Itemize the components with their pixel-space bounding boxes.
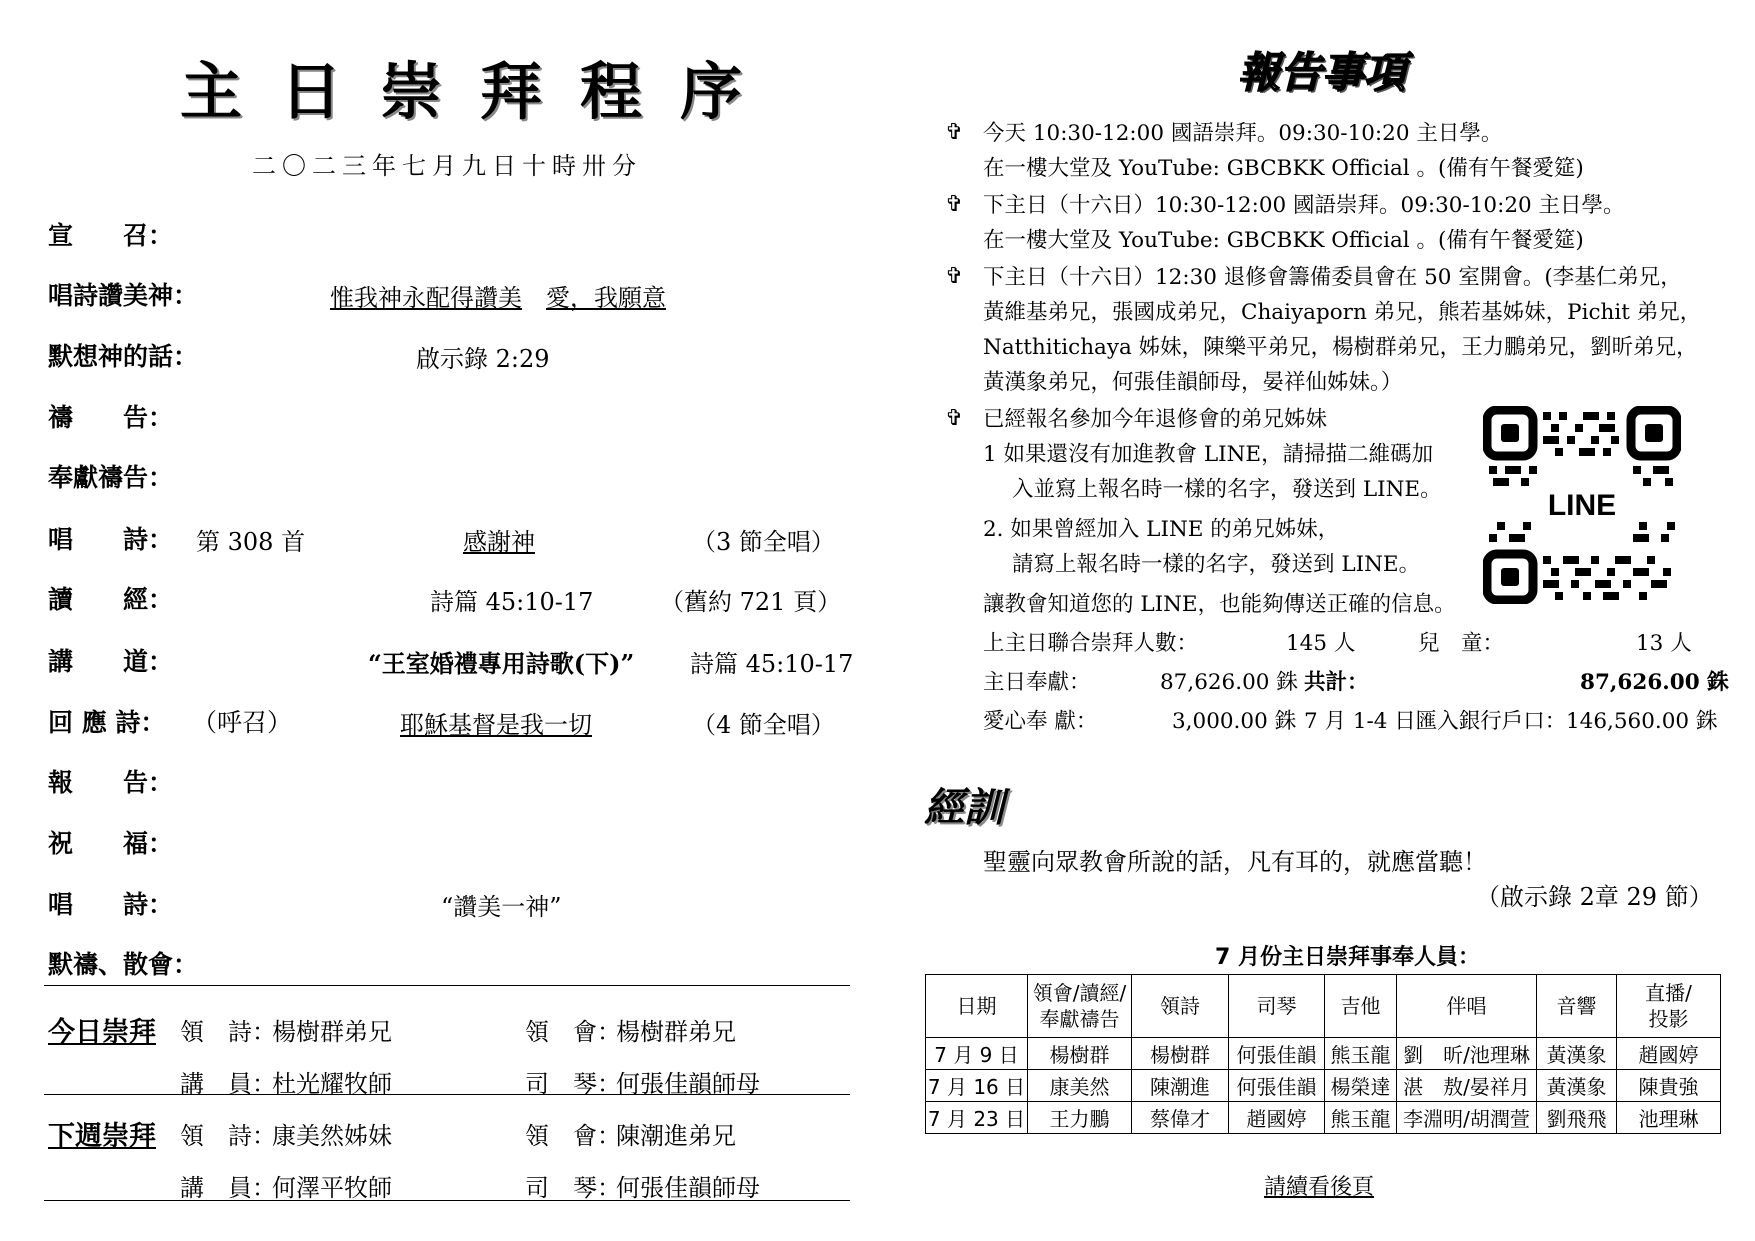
- announcements-title: 報告事項: [1238, 48, 1407, 97]
- table-row: [926, 1102, 1721, 1134]
- table-cell: 黃漢象: [1537, 1038, 1617, 1070]
- announcement-line: 黃維基弟兄，張國成弟兄，Chaiyaporn 弟兄，熊若基姊妹，Pichit 弟兄，: [983, 300, 1702, 325]
- header-leader: 領會/讀經/ 奉獻禱告: [1028, 975, 1132, 1038]
- children-value: 13 人: [1636, 631, 1692, 656]
- cross-icon: ✞: [945, 120, 964, 145]
- children-label: 兒 童：: [1418, 631, 1505, 656]
- announcement-line: 在一樓大堂及 YouTube: GBCBKK Official 。(備有午餐愛筵): [983, 228, 1584, 253]
- table-cell: 趙國婷: [1617, 1038, 1721, 1070]
- divider: [44, 1200, 850, 1201]
- offering-label: 主日奉獻：: [983, 670, 1091, 695]
- next-speaker-label: 講 員：: [180, 1174, 276, 1202]
- divider: [44, 1094, 850, 1095]
- announcement-line: 已經報名參加今年退修會的弟兄姊妹: [983, 407, 1328, 432]
- table-row: [926, 1038, 1721, 1070]
- hymn-praise-song2: 愛，我願意: [546, 284, 666, 312]
- next-hymn-leader-label: 領 詩：: [180, 1122, 276, 1150]
- header-guitar: 吉他: [1325, 975, 1397, 1038]
- table-cell: 陳潮進: [1132, 1070, 1229, 1102]
- announcement-line: 下主日（十六日）12:30 退修會籌備委員會在 50 室開會。(李基仁弟兄，: [983, 265, 1682, 290]
- table-row: [926, 1070, 1721, 1102]
- table-cell: 熊玉龍: [1325, 1038, 1397, 1070]
- love-offering-label: 愛心奉 獻：: [983, 709, 1098, 734]
- table-cell: 王力鵬: [1028, 1102, 1132, 1134]
- line-qr-code: [1483, 406, 1681, 604]
- offering-prayer-label: 奉獻禱告：: [48, 463, 174, 492]
- table-cell: 劉 昕/池理琳: [1397, 1038, 1537, 1070]
- next-pianist: 何張佳韻師母: [616, 1174, 760, 1202]
- response-note: （4 節全唱）: [692, 711, 835, 739]
- next-speaker: 何澤平牧師: [272, 1174, 392, 1202]
- bank-value: 146,560.00 銖: [1566, 709, 1718, 734]
- call-label: 宣 召：: [48, 221, 174, 250]
- verse-text: 聖靈向眾教會所說的話，凡有耳的，就應當聽！: [983, 848, 1487, 876]
- sermon-label: 講 道：: [48, 647, 174, 676]
- closing-hymn-label: 唱 詩：: [48, 890, 174, 919]
- response-song: 耶穌基督是我一切: [400, 711, 592, 739]
- today-hymn-leader: 楊樹群弟兄: [272, 1018, 392, 1046]
- hymn-label: 唱 詩：: [48, 525, 174, 554]
- header-date: 日期: [926, 975, 1028, 1038]
- verse-ref: （啟示錄 2章 29 節）: [1476, 883, 1713, 911]
- header-sound: 音響: [1537, 975, 1617, 1038]
- table-cell: 黃漢象: [1537, 1070, 1617, 1102]
- header-stream: 直播/ 投影: [1617, 975, 1721, 1038]
- today-pianist: 何張佳韻師母: [616, 1070, 760, 1098]
- next-pianist-label: 司 琴：: [525, 1174, 621, 1202]
- announcement-line: 下主日（十六日）10:30-12:00 國語崇拜。09:30-10:20 主日學。: [983, 193, 1625, 218]
- total-label: 共計：: [1304, 670, 1369, 695]
- attendance-label: 上主日聯合崇拜人數：: [983, 631, 1199, 656]
- next-service-leader: 陳潮進弟兄: [616, 1122, 736, 1150]
- report-label: 報 告：: [48, 768, 174, 797]
- scripture-page: （舊約 721 頁）: [660, 588, 842, 616]
- table-cell: 康美然: [1028, 1070, 1132, 1102]
- service-date: 二〇二三年七月九日十時卅分: [252, 152, 642, 180]
- table-cell: 7 月 23 日: [926, 1102, 1028, 1134]
- table-cell: 何張佳韻: [1229, 1070, 1325, 1102]
- table-cell: 蔡偉才: [1132, 1102, 1229, 1134]
- table-header-row: [926, 975, 1721, 1038]
- scripture-ref: 詩篇 45:10-17: [430, 588, 594, 616]
- next-hymn-leader: 康美然姊妹: [272, 1122, 392, 1150]
- meditate-ref: 啟示錄 2:29: [416, 345, 550, 373]
- duty-title: 7 月份主日崇拜事奉人員：: [1215, 945, 1480, 970]
- table-cell: 楊榮達: [1325, 1070, 1397, 1102]
- table-cell: 熊玉龍: [1325, 1102, 1397, 1134]
- header-chorus: 伴唱: [1397, 975, 1537, 1038]
- attendance-value: 145 人: [1286, 631, 1356, 656]
- today-service-leader-label: 領 會：: [525, 1018, 621, 1046]
- meditate-label: 默想神的話：: [48, 342, 199, 371]
- announcement-line: 今天 10:30-12:00 國語崇拜。09:30-10:20 主日學。: [983, 121, 1503, 146]
- announcement-line: 讓教會知道您的 LINE，也能夠傳送正確的信息。: [983, 592, 1456, 617]
- table-cell: 楊樹群: [1028, 1038, 1132, 1070]
- hymn-number: 第 308 首: [196, 528, 306, 556]
- table-cell: 池理琳: [1617, 1102, 1721, 1134]
- blessing-label: 祝 福：: [48, 829, 174, 858]
- table-cell: 楊樹群: [1132, 1038, 1229, 1070]
- response-label: 回 應 詩：: [48, 708, 166, 737]
- verse-title: 經訓: [924, 785, 1004, 831]
- duty-roster-table: [925, 974, 1721, 1134]
- today-pianist-label: 司 琴：: [525, 1070, 621, 1098]
- table-cell: 李淵明/胡潤萱: [1397, 1102, 1537, 1134]
- table-cell: 何張佳韻: [1229, 1038, 1325, 1070]
- table-cell: 劉飛飛: [1537, 1102, 1617, 1134]
- today-speaker: 杜光耀牧師: [272, 1070, 392, 1098]
- hymn-praise-song1: 惟我神永配得讚美: [330, 284, 522, 312]
- continue-link[interactable]: 請續看後頁: [1264, 1175, 1375, 1200]
- offering-value: 87,626.00 銖: [1160, 670, 1298, 695]
- announcement-line: 黃漢象弟兄，何張佳韻師母，晏祥仙姊妹。）: [983, 370, 1403, 395]
- hymn-song: 感謝神: [463, 528, 535, 556]
- cross-icon: ✞: [945, 406, 964, 431]
- announcement-line: 入並寫上報名時一樣的名字，發送到 LINE。: [1012, 477, 1442, 502]
- hymn-note: （3 節全唱）: [692, 528, 835, 556]
- announcement-line: Natthitichaya 姊妹，陳樂平弟兄，楊樹群弟兄，王力鵬弟兄，劉昕弟兄，: [983, 335, 1698, 360]
- table-cell: 7 月 16 日: [926, 1070, 1028, 1102]
- announcement-line: 1 如果還沒有加進教會 LINE，請掃描二維碼加: [983, 442, 1434, 467]
- table-cell: 湛 敖/晏祥月: [1397, 1070, 1537, 1102]
- total-value: 87,626.00 銖: [1580, 670, 1729, 695]
- response-type: （呼召）: [192, 708, 293, 737]
- next-label: 下週崇拜: [48, 1121, 156, 1152]
- prayer-label: 禱 告：: [48, 403, 174, 432]
- cross-icon: ✞: [945, 192, 964, 217]
- today-hymn-leader-label: 領 詩：: [180, 1018, 276, 1046]
- announcement-line: 在一樓大堂及 YouTube: GBCBKK Official 。(備有午餐愛筵): [983, 156, 1584, 181]
- cross-icon: ✞: [945, 264, 964, 289]
- qr-line-label: LINE: [1547, 489, 1617, 522]
- today-label: 今日崇拜: [48, 1017, 156, 1048]
- header-hymn: 領詩: [1132, 975, 1229, 1038]
- table-cell: 趙國婷: [1229, 1102, 1325, 1134]
- today-service-leader: 楊樹群弟兄: [616, 1018, 736, 1046]
- table-cell: 7 月 9 日: [926, 1038, 1028, 1070]
- divider: [44, 985, 850, 986]
- sermon-title: “王室婚禮專用詩歌(下)”: [368, 649, 635, 678]
- sermon-ref: 詩篇 45:10-17: [690, 650, 854, 678]
- bank-label: 7 月 1-4 日匯入銀行戶口：: [1304, 709, 1567, 734]
- today-speaker-label: 講 員：: [180, 1070, 276, 1098]
- page-title: 主日崇拜程序: [180, 55, 781, 128]
- scripture-label: 讀 經：: [48, 585, 174, 614]
- love-offering-value: 3,000.00 銖: [1172, 709, 1297, 734]
- announcement-line: 2. 如果曾經加入 LINE 的弟兄姊妹，: [983, 517, 1340, 542]
- closing-hymn-song: “讚美一神”: [441, 893, 562, 921]
- next-service-leader-label: 領 會：: [525, 1122, 621, 1150]
- hymn-praise-label: 唱詩讚美神：: [48, 281, 199, 310]
- table-cell: 陳貴強: [1617, 1070, 1721, 1102]
- header-piano: 司琴: [1229, 975, 1325, 1038]
- announcement-line: 請寫上報名時一樣的名字，發送到 LINE。: [1012, 552, 1421, 577]
- dismissal-label: 默禱、散會：: [48, 950, 199, 979]
